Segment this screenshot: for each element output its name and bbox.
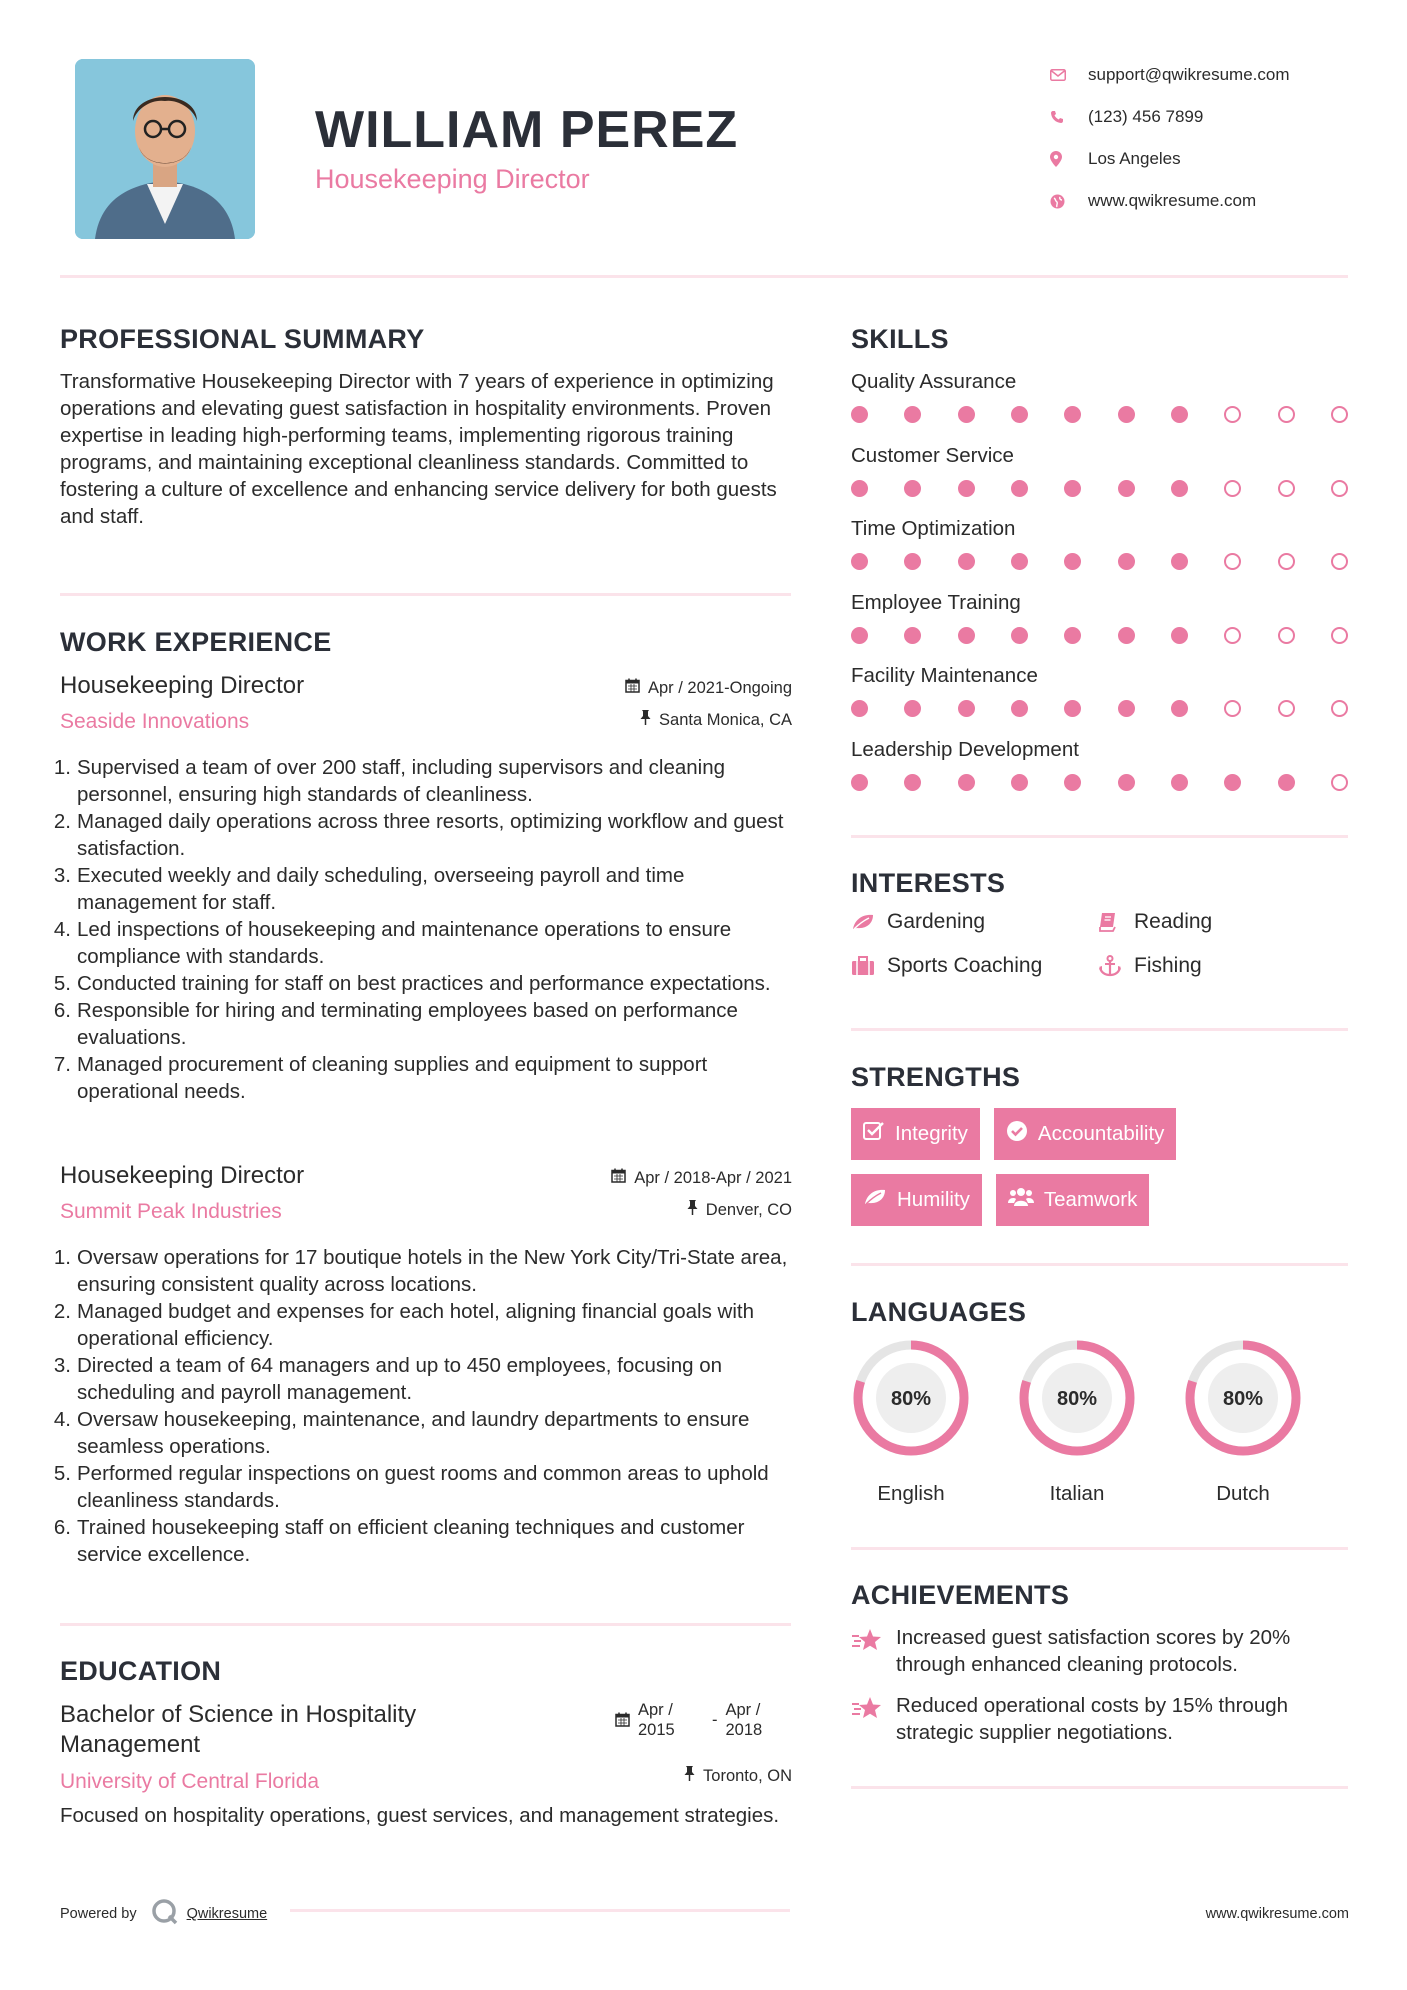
phone-icon	[1050, 110, 1088, 124]
website-text: www.qwikresume.com	[1088, 191, 1257, 210]
rating-dot-filled	[1118, 406, 1135, 423]
job-date	[625, 678, 792, 698]
experience-title: WORK EXPERIENCE	[60, 627, 332, 657]
interest-item	[1098, 910, 1348, 934]
language-name: Italian	[1049, 1482, 1105, 1505]
education-date-start: Apr / 2015	[638, 1701, 675, 1739]
calendar-icon	[625, 678, 640, 698]
interest-label: Sports Coaching	[887, 954, 1043, 977]
rating-dot-filled	[1064, 774, 1081, 791]
rating-dot-filled	[1011, 627, 1028, 644]
duty-item: 3. Executed weekly and daily scheduling, overseeing payroll and time management for staff.	[53, 864, 685, 914]
rating-dot-filled	[1171, 700, 1188, 717]
strength-label: Humility	[897, 1188, 970, 1211]
interest-label: Reading	[1134, 910, 1213, 933]
job-date	[611, 1168, 792, 1188]
languages-divider	[851, 1547, 1348, 1550]
strength-label: Integrity	[895, 1122, 968, 1145]
footer-brand-link[interactable]: Qwikresume	[186, 1906, 268, 1922]
language-gauge	[1017, 1338, 1137, 1458]
duty-item: 5. Performed regular inspections on guest rooms and common areas to uphold cleanliness standards.	[53, 1462, 769, 1512]
skills-list	[851, 370, 1348, 811]
rating-dot-filled	[958, 553, 975, 570]
job-duties	[53, 1244, 792, 1568]
rating-dot-filled	[1011, 553, 1028, 570]
candidate-name: WILLIAM PEREZ	[315, 101, 739, 159]
summary-title: PROFESSIONAL SUMMARY	[60, 324, 425, 354]
language-item	[1017, 1338, 1137, 1506]
rating-dot-filled	[1171, 553, 1188, 570]
strength-label: Teamwork	[1043, 1188, 1138, 1211]
rating-dot-empty	[1224, 480, 1241, 497]
rating-dot-filled	[1278, 774, 1295, 791]
briefcase-icon	[851, 956, 887, 976]
skill-item	[851, 517, 1348, 591]
rating-dot-empty	[1331, 480, 1348, 497]
rating-dot-filled	[1011, 480, 1028, 497]
profile-photo	[75, 59, 255, 239]
job-title: Housekeeping Director	[60, 1162, 305, 1189]
achievement-text: Reduced operational costs by 15% through strategic supplier negotiations.	[896, 1694, 1289, 1744]
book-icon	[1098, 912, 1134, 932]
skill-rating	[851, 774, 1348, 791]
interest-label: Fishing	[1134, 954, 1202, 977]
rating-dot-empty	[1224, 406, 1241, 423]
pushpin-icon	[684, 1766, 695, 1786]
strength-badge	[996, 1174, 1149, 1226]
education-date-end: Apr / 2018	[725, 1701, 763, 1739]
rating-dot-empty	[1331, 627, 1348, 644]
leaf-icon	[863, 1188, 887, 1212]
job-date-text: Apr / 2018-Apr / 2021	[634, 1168, 792, 1187]
duty-item: 1. Oversaw operations for 17 boutique hotels in the New York City/Tri-State area, ensuring consistent quality across locations.	[53, 1246, 788, 1296]
duty-item: 4. Led inspections of housekeeping and maintenance operations to ensure compliance with standards.	[53, 918, 732, 968]
rating-dot-filled	[958, 627, 975, 644]
language-name: English	[877, 1482, 945, 1505]
rating-dot-empty	[1331, 700, 1348, 717]
map-pin-icon	[1050, 151, 1088, 167]
language-gauge	[1183, 1338, 1303, 1458]
achievement-item	[851, 1624, 1348, 1678]
language-percent: 80%	[1222, 1388, 1264, 1410]
rating-dot-filled	[1064, 480, 1081, 497]
language-percent: 80%	[1056, 1388, 1098, 1410]
skill-name: Employee Training	[851, 590, 1021, 614]
job-title: Housekeeping Director	[60, 672, 305, 699]
contact-phone[interactable]	[1050, 96, 1370, 138]
skill-name: Facility Maintenance	[851, 664, 1038, 687]
rating-dot-filled	[1171, 627, 1188, 644]
education-degree: Bachelor of Science in Hospitality Management	[60, 1701, 417, 1758]
education-title: EDUCATION	[60, 1656, 222, 1686]
skill-name: Time Optimization	[851, 517, 1016, 540]
rating-dot-filled	[904, 774, 921, 791]
rating-dot-empty	[1278, 406, 1295, 423]
language-name: Dutch	[1216, 1482, 1270, 1505]
interest-item	[851, 954, 1098, 978]
skill-item	[851, 370, 1348, 444]
pushpin-icon	[640, 710, 651, 730]
job-location	[687, 1200, 792, 1220]
achievements-divider	[851, 1786, 1348, 1789]
language-gauge	[851, 1338, 971, 1458]
job-duties	[53, 754, 792, 1105]
language-item	[851, 1338, 971, 1506]
strength-badge	[851, 1108, 980, 1160]
education-dates	[615, 1700, 792, 1740]
footer-powered-by	[60, 1898, 267, 1930]
skill-item	[851, 444, 1348, 518]
rating-dot-filled	[851, 627, 868, 644]
rating-dot-filled	[851, 700, 868, 717]
powered-by-text: Powered by	[60, 1906, 137, 1922]
achievements-list	[851, 1624, 1348, 1760]
qwikresume-logo	[151, 1898, 179, 1930]
languages-title: LANGUAGES	[851, 1297, 1027, 1327]
rating-dot-filled	[1064, 700, 1081, 717]
job-2	[53, 1162, 792, 1568]
education-entry	[60, 1700, 792, 1829]
interests-divider	[851, 1028, 1348, 1031]
education-date-separator: -	[712, 1711, 718, 1729]
strengths-divider	[851, 1263, 1348, 1266]
education-location	[684, 1766, 792, 1786]
skill-item	[851, 591, 1348, 665]
duty-item: 6. Trained housekeeping staff on efficient cleaning techniques and customer service excellence.	[53, 1516, 745, 1566]
rating-dot-filled	[1171, 774, 1188, 791]
strengths-title: STRENGTHS	[851, 1062, 1021, 1092]
rating-dot-filled	[1118, 774, 1135, 791]
duty-item: 6. Responsible for hiring and terminating employees based on performance evaluations.	[53, 999, 738, 1049]
rating-dot-filled	[904, 627, 921, 644]
rating-dot-filled	[1011, 774, 1028, 791]
job-location-text: Santa Monica, CA	[659, 710, 792, 729]
rating-dot-filled	[1011, 406, 1028, 423]
skill-rating	[851, 480, 1348, 497]
rating-dot-filled	[958, 480, 975, 497]
achievement-text: Increased guest satisfaction scores by 20% through enhanced cleaning protocols.	[896, 1626, 1291, 1676]
footer-divider	[290, 1909, 790, 1912]
interests-list	[851, 910, 1348, 978]
envelope-icon	[1050, 69, 1088, 81]
rating-dot-filled	[1064, 553, 1081, 570]
rating-dot-empty	[1331, 406, 1348, 423]
rating-dot-filled	[1064, 627, 1081, 644]
rating-dot-empty	[1224, 627, 1241, 644]
rating-dot-filled	[958, 406, 975, 423]
rating-dot-filled	[1118, 553, 1135, 570]
language-percent: 80%	[890, 1388, 932, 1410]
rating-dot-filled	[904, 480, 921, 497]
duty-item: 1. Supervised a team of over 200 staff, including supervisors and cleaning personnel, ensuring high standards of cleanliness.	[53, 756, 726, 806]
rating-dot-filled	[851, 480, 868, 497]
skills-title: SKILLS	[851, 324, 949, 354]
rating-dot-empty	[1331, 774, 1348, 791]
rating-dot-filled	[851, 406, 868, 423]
interest-label: Gardening	[887, 910, 986, 933]
languages-list	[851, 1338, 1303, 1506]
summary-divider	[60, 593, 791, 596]
rating-dot-empty	[1331, 553, 1348, 570]
rating-dot-empty	[1224, 553, 1241, 570]
achievement-item	[851, 1692, 1348, 1746]
rating-dot-empty	[1278, 627, 1295, 644]
rating-dot-empty	[1278, 553, 1295, 570]
footer-website-link[interactable]: www.qwikresume.com	[1205, 1906, 1349, 1922]
calendar-icon	[611, 1168, 626, 1188]
interests-title: INTERESTS	[851, 868, 1006, 898]
skill-name: Quality Assurance	[851, 370, 1017, 393]
interest-item	[851, 910, 1098, 934]
strength-badge	[994, 1108, 1176, 1160]
duty-item: 5. Conducted training for staff on best practices and performance expectations.	[53, 972, 771, 995]
contact-block	[1050, 54, 1370, 222]
rating-dot-filled	[904, 553, 921, 570]
skill-rating	[851, 406, 1348, 423]
rating-dot-filled	[1171, 480, 1188, 497]
rating-dot-empty	[1278, 700, 1295, 717]
pushpin-icon	[687, 1200, 698, 1220]
rating-dot-filled	[1118, 627, 1135, 644]
experience-divider	[60, 1623, 791, 1626]
rating-dot-filled	[851, 774, 868, 791]
anchor-icon	[1098, 955, 1134, 977]
education-school: University of Central Florida	[60, 1770, 320, 1793]
location-text: Los Angeles	[1088, 149, 1181, 168]
duty-item: 4. Oversaw housekeeping, maintenance, and laundry departments to ensure seamless operations.	[53, 1408, 750, 1458]
duty-item: 7. Managed procurement of cleaning supplies and equipment to support operational needs.	[53, 1053, 708, 1103]
contact-location	[1050, 138, 1370, 180]
skill-rating	[851, 700, 1348, 717]
calendar-icon	[615, 1700, 630, 1732]
job-date-text: Apr / 2021-Ongoing	[647, 678, 792, 697]
achievements-title: ACHIEVEMENTS	[851, 1580, 1070, 1610]
rating-dot-filled	[904, 700, 921, 717]
skill-item	[851, 664, 1348, 738]
rating-dot-filled	[958, 774, 975, 791]
check-circle-icon	[1006, 1120, 1028, 1148]
skill-item	[851, 738, 1348, 812]
email-text: support@qwikresume.com	[1088, 65, 1290, 84]
leaf-icon	[851, 913, 887, 931]
job-company: Summit Peak Industries	[60, 1200, 282, 1223]
duty-item: 3. Directed a team of 64 managers and up to 450 employees, focusing on scheduling and payroll management.	[53, 1354, 723, 1404]
users-icon	[1008, 1187, 1034, 1213]
rating-dot-filled	[904, 406, 921, 423]
education-location-text: Toronto, ON	[703, 1766, 792, 1785]
job-location-text: Denver, CO	[705, 1200, 792, 1219]
job-location	[640, 710, 792, 730]
globe-icon	[1050, 194, 1088, 209]
interest-item	[1098, 954, 1348, 978]
rating-dot-filled	[851, 553, 868, 570]
header-divider	[60, 275, 1348, 278]
contact-website[interactable]	[1050, 180, 1370, 222]
star-icon	[851, 1692, 896, 1746]
rating-dot-empty	[1224, 700, 1241, 717]
rating-dot-filled	[1064, 406, 1081, 423]
duty-item: 2. Managed daily operations across three resorts, optimizing workflow and guest satisfaction.	[53, 810, 784, 860]
job-1	[53, 672, 792, 1105]
strengths-list	[851, 1108, 1351, 1240]
rating-dot-filled	[1011, 700, 1028, 717]
duty-item: 2. Managed budget and expenses for each hotel, aligning financial goals with operational efficiency.	[53, 1300, 754, 1350]
skill-name: Leadership Development	[851, 737, 1079, 761]
skill-rating	[851, 627, 1348, 644]
candidate-role: Housekeeping Director	[315, 164, 590, 194]
summary-text: Transformative Housekeeping Director with 7 years of experience in optimizing operations and elevating guest satisfaction in hospitality environments. Proven expertise in leading high-performing teams, implementing rigorous training programs, and maintaining exceptional cleanliness standards. Committed to fostering a culture of excellence and enhancing service delivery for both guests and staff.	[60, 370, 777, 528]
skills-divider	[851, 835, 1348, 838]
job-company: Seaside Innovations	[60, 710, 250, 733]
checkbox-icon	[863, 1121, 885, 1147]
strength-label: Accountability	[1037, 1122, 1165, 1145]
rating-dot-filled	[1118, 480, 1135, 497]
rating-dot-filled	[1118, 700, 1135, 717]
phone-text: (123) 456 7899	[1088, 107, 1204, 126]
contact-email[interactable]	[1050, 54, 1370, 96]
strength-badge	[851, 1174, 982, 1226]
rating-dot-filled	[1224, 774, 1241, 791]
rating-dot-filled	[1171, 406, 1188, 423]
rating-dot-filled	[958, 700, 975, 717]
skill-rating	[851, 553, 1348, 570]
rating-dot-empty	[1278, 480, 1295, 497]
education-description: Focused on hospitality operations, guest services, and management strategies.	[60, 1804, 780, 1827]
star-icon	[851, 1624, 896, 1678]
skill-name: Customer Service	[851, 443, 1014, 467]
language-item	[1183, 1338, 1303, 1506]
